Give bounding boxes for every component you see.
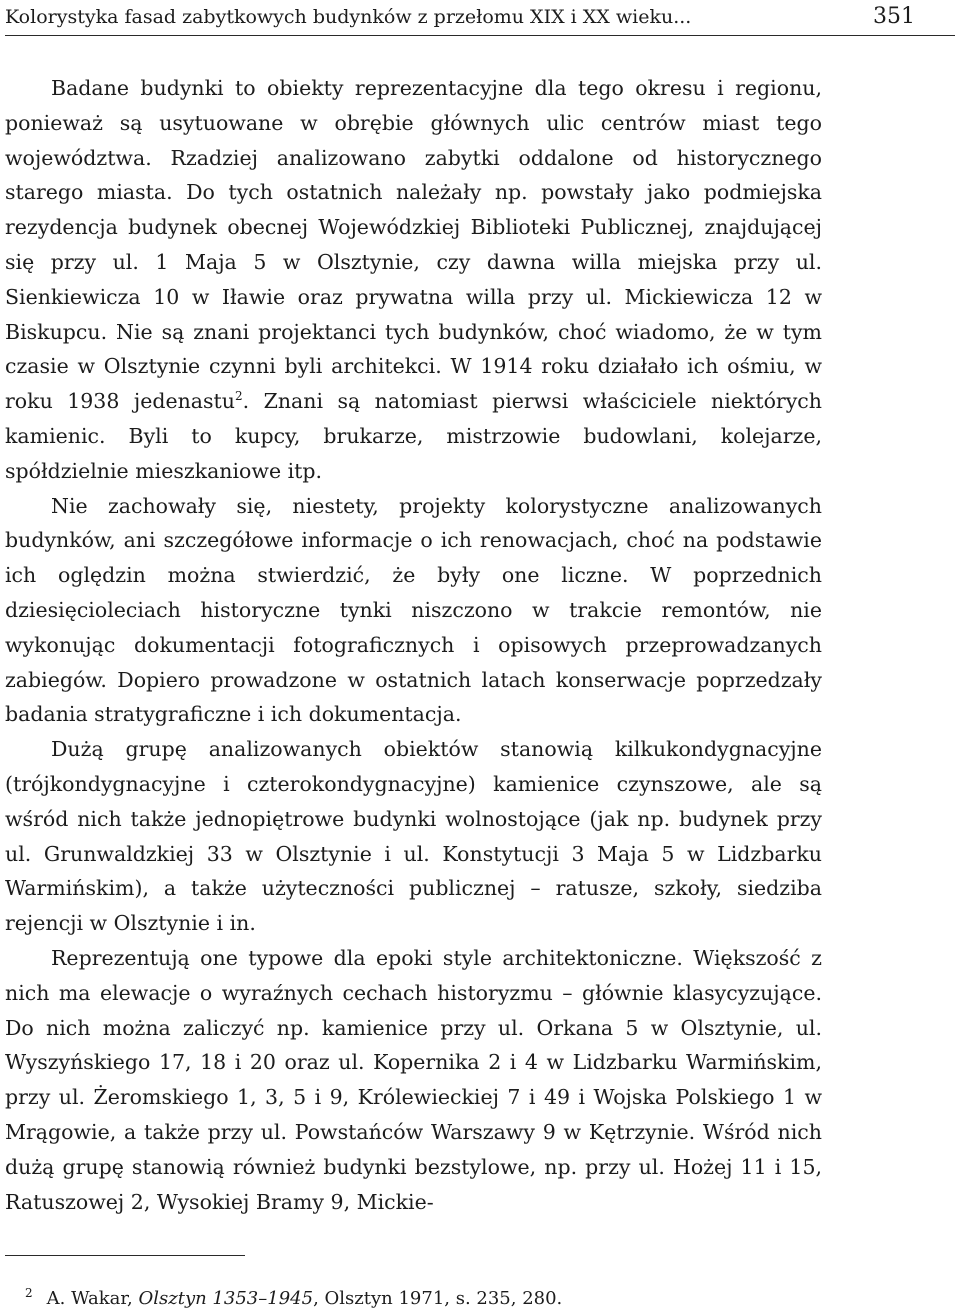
footnote-details: , Olsztyn 1971, s. 235, 280. — [313, 1288, 563, 1309]
page — [5, 0, 915, 1316]
header-rule — [5, 35, 955, 36]
footnote-author: A. Wakar, — [46, 1288, 133, 1309]
paragraph-1-text-cont: . Znani są natomiast pierwsi właściciele niektórych kamienic. Byli to kupcy, brukarze, mistrzowie budowlani, kolejarze, spółdzielnie mieszkaniowe itp. — [5, 389, 822, 483]
running-title: Kolorystyka fasad zabytkowych budynków z przełomu XIX i XX wieku... — [5, 6, 692, 28]
body-text — [5, 71, 822, 1219]
paragraph-2: Nie zachowały się, niestety, projekty kolorystyczne analizowanych budynków, ani szczegółowe informacje o ich renowacjach, choć na podstawie ich oględzin można stwierdzić, że były one liczne. W poprzednich dziesięcioleciach historyczne tynki niszczono w trakcie remontów, nie wykonując dokumentacji fotograficznych i opisowych przeprowadzanych zabiegów. Dopiero prowadzone w ostatnich latach konserwacje poprzedzały badania stratygraficzne i ich dokumentacja. — [5, 493, 822, 727]
paragraph-4: Reprezentują one typowe dla epoki style architektoniczne. Większość z nich ma elewacje o wyraźnych cechach historyzmu – głównie klasycyzujące. Do nich można zaliczyć np. kamienice przy ul. Orkana 5 w Olsztynie, ul. Wyszyńskiego 17, 18 i 20 oraz ul. Kopernika 2 i 4 w Lidzbarku Warmińskim, przy ul. Żeromskiego 1, 3, 5 i 9, Królewieckiej 7 i 49 i Wojska Polskiego 1 w Mrągowie, a także przy ul. Powstańców Warszawy 9 w Kętrzynie. Wśród nich dużą grupę stanowią również budynki bezstylowe, np. przy ul. Hożej 11 i 15, Ratuszowej 2, Wysokiej Bramy 9, Mickie- — [5, 945, 822, 1214]
paragraph-1 — [5, 71, 822, 489]
page-number: 351 — [873, 4, 915, 29]
running-header — [5, 4, 955, 32]
footnote-title: Olsztyn 1353–1945 — [138, 1288, 314, 1309]
footnote-rule — [5, 1255, 245, 1256]
paragraph-1-text: Badane budynki to obiekty reprezentacyjne dla tego okresu i regionu, ponieważ są usytuowane w obrębie głównych ulic centrów miast tego województwa. Rzadziej analizowano zabytki oddalone od historycznego starego miasta. Do tych ostatnich należały np. powstały jako podmiejska rezydencja budynek obecnej Wojewódzkiej Biblioteki Publicznej, znajdującej się przy ul. 1 Maja 5 w Olsztynie, czy dawna willa miejska przy ul. Sienkiewicza 10 w Iławie oraz prywatna willa przy ul. Mickiewicza 12 w Biskupcu. Nie są znani projektanci tych budynków, choć wiadomo, że w tym czasie w Olsztynie czynni byli architekci. W 1914 roku działało ich ośmiu, w roku 1938 jedenastu — [5, 76, 822, 414]
paragraph-3: Dużą grupę analizowanych obiektów stanowią kilkukondygnacyjne (trójkondygnacyjne i czterokondygnacyjne) kamienice czynszowe, ale są wśród nich także jednopiętrowe budynki wolnostojące (jak np. budynek przy ul. Grunwaldzkiej 33 w Olsztynie i ul. Konstytucji 3 Maja 5 w Lidzbarku Warmińskim), a także użyteczności publicznej – ratusze, szkoły, siedziba rejencji w Olsztynie i in. — [5, 737, 822, 936]
footnote-reference[interactable]: 2 — [234, 389, 243, 404]
footnote-number: 2 — [25, 1286, 33, 1300]
footnote — [25, 1287, 562, 1311]
